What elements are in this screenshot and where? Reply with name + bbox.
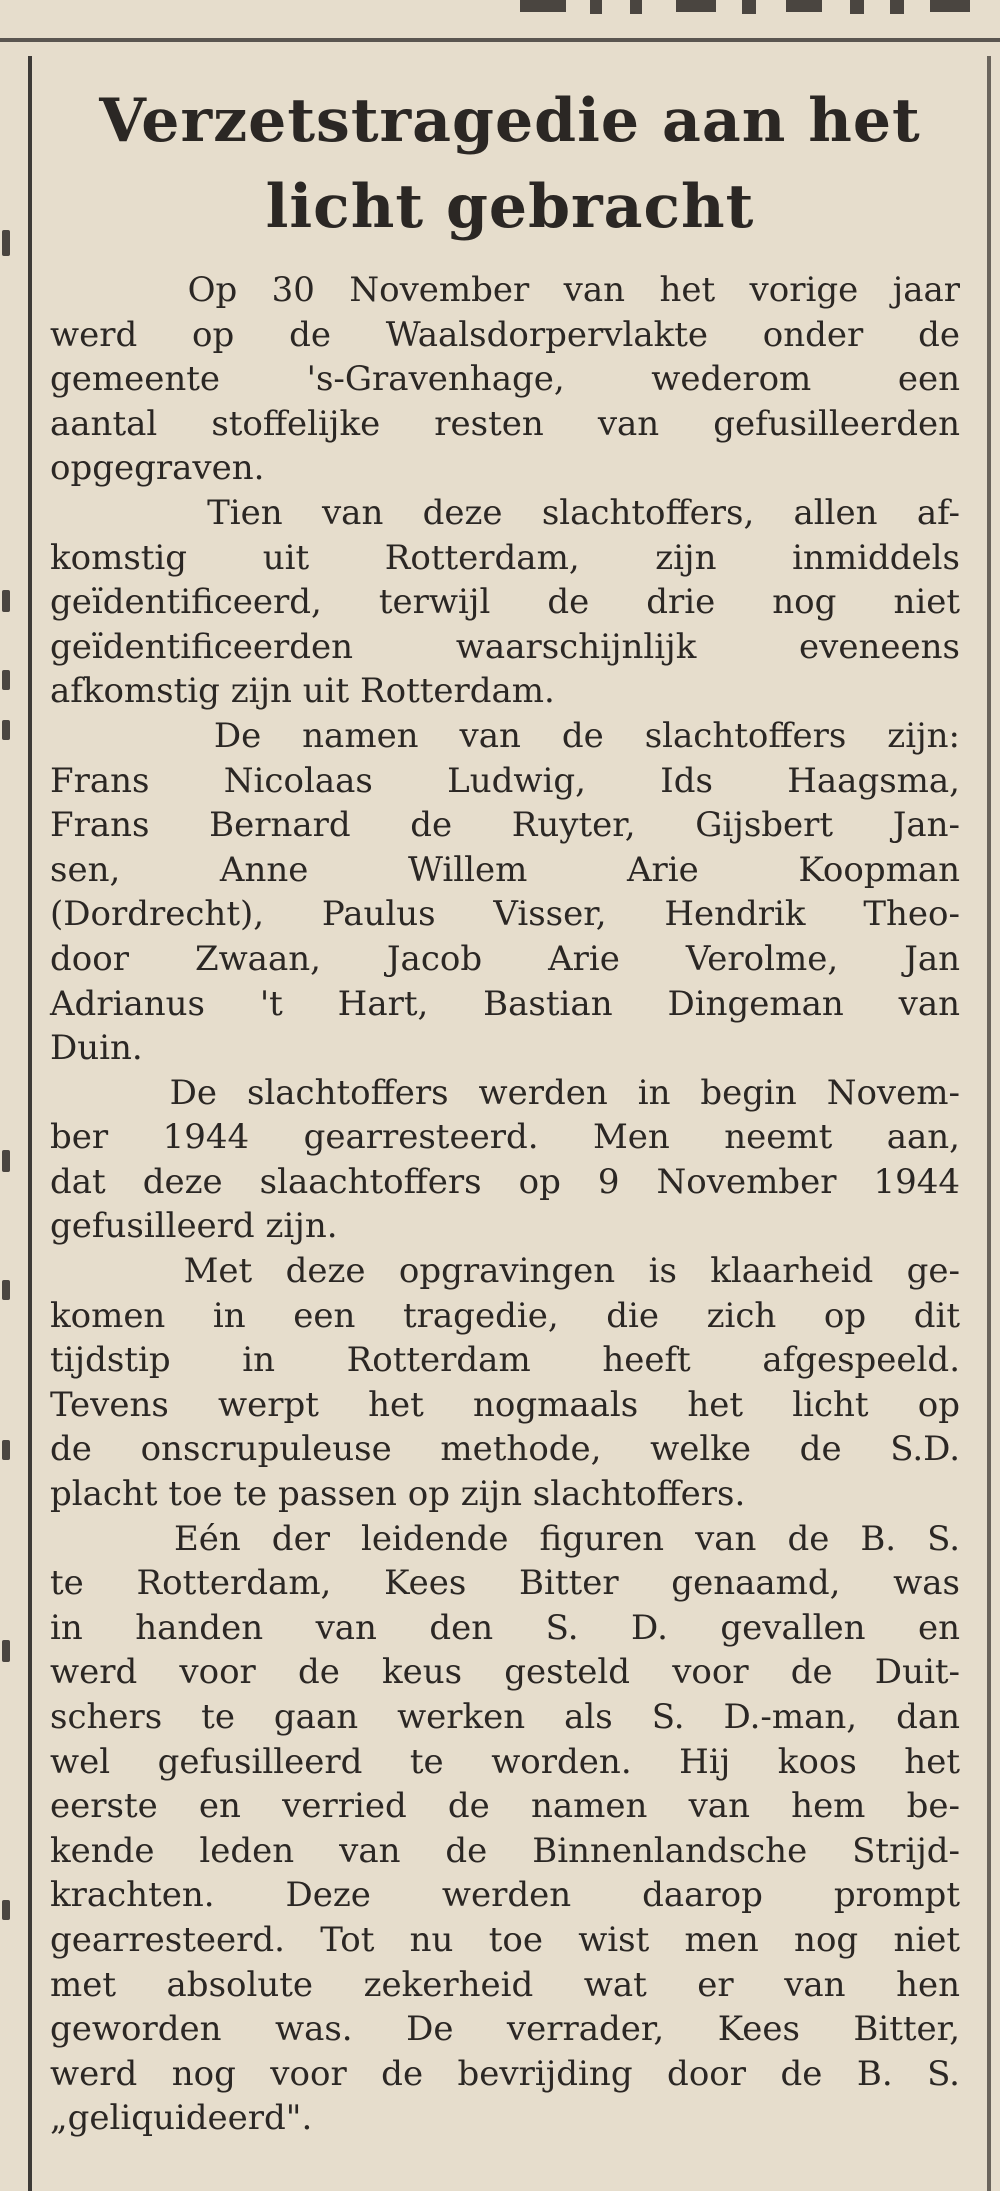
article-line: sen, Anne Willem Arie Koopman: [50, 849, 960, 890]
headline-line: licht gebracht: [265, 172, 755, 242]
article-line: Op 30 November van het vorige jaar: [50, 270, 960, 310]
article-line: schers te gaan werken als S. D.-man, dan: [50, 1697, 960, 1737]
article-line: Eén der leidende figuren van de B. S.: [50, 1518, 960, 1559]
article-line: (Dordrecht), Paulus Visser, Hendrik Theo-: [50, 894, 960, 935]
article-line: kende leden van de Binnenlandsche Strijd-: [50, 1830, 960, 1871]
adjacent-column-fragments: [0, 200, 14, 2100]
article-line: dat deze slaachtoffers op 9 November 1944: [50, 1161, 960, 1202]
article-line: Tevens werpt het nogmaals het licht op: [50, 1384, 960, 1425]
article-line: tijdstip in Rotterdam heeft afgespeeld.: [50, 1340, 960, 1381]
article-line: geïdentificeerden waarschijnlijk eveneens: [50, 626, 960, 667]
article-line: geïdentificeerd, terwijl de drie nog niet: [50, 582, 960, 623]
article-line: gearresteerd. Tot nu toe wist men nog niet: [50, 1919, 960, 1960]
article-line: „geliquideerd".: [50, 2098, 313, 2139]
article-line: komen in een tragedie, die zich op dit: [50, 1295, 960, 1336]
top-divider-rule: [0, 38, 1000, 42]
article-line: gemeente 's-Gravenhage, wederom een: [50, 359, 960, 400]
article-line: Met deze opgravingen is klaarheid ge-: [50, 1251, 960, 1292]
article-line: geworden was. De verrader, Kees Bitter,: [50, 2009, 960, 2050]
article-line: Adrianus 't Hart, Bastian Dingeman van: [50, 983, 960, 1024]
article-line: gefusilleerd zijn.: [50, 1206, 338, 1247]
article-line: werd nog voor de bevrijding door de B. S.: [50, 2053, 960, 2094]
article-body: [50, 268, 960, 2141]
article-line: De namen van de slachtoffers zijn:: [50, 715, 960, 756]
article-line: De slachtoffers werden in begin Novem-: [50, 1072, 960, 1113]
article-line: Frans Nicolaas Ludwig, Ids Haagsma,: [50, 760, 960, 801]
article-headline: [60, 78, 960, 250]
article-line: afkomstig zijn uit Rotterdam.: [50, 671, 555, 712]
article-line: met absolute zekerheid wat er van hen: [50, 1964, 960, 2005]
headline-line: Verzetstragedie aan het: [99, 86, 921, 156]
article-line: werd voor de keus gesteld voor de Duit-: [50, 1652, 960, 1693]
article-line: de onscrupuleuse methode, welke de S.D.: [50, 1429, 960, 1470]
article-line: werd op de Waalsdorpervlakte onder de: [50, 314, 960, 355]
article-line: te Rotterdam, Kees Bitter genaamd, was: [50, 1563, 960, 1604]
right-column-rule: [987, 56, 991, 2191]
article-line: ber 1944 gearresteerd. Men neemt aan,: [50, 1117, 960, 1158]
article-line: door Zwaan, Jacob Arie Verolme, Jan: [50, 938, 960, 979]
article-line: opgegraven.: [50, 448, 265, 489]
article-line: aantal stoffelijke resten van gefusilleerden: [50, 403, 960, 444]
masthead-fragment: [0, 0, 1000, 40]
article-line: eerste en verried de namen van hem be-: [50, 1786, 960, 1827]
article-line: Tien van deze slachtoffers, allen af-: [50, 492, 960, 533]
masthead-fragment-art: [0, 0, 1000, 40]
article-line: komstig uit Rotterdam, zijn inmiddels: [50, 537, 960, 578]
article-line: placht toe te passen op zijn slachtoffers.: [50, 1474, 746, 1515]
article-line: Frans Bernard de Ruyter, Gijsbert Jan-: [50, 805, 960, 846]
article-line: Duin.: [50, 1028, 143, 1069]
left-column-rule: [28, 56, 32, 2191]
article-line: krachten. Deze werden daarop prompt: [50, 1875, 960, 1916]
article-line: wel gefusilleerd te worden. Hij koos het: [50, 1741, 960, 1782]
article-line: in handen van den S. D. gevallen en: [50, 1607, 960, 1648]
